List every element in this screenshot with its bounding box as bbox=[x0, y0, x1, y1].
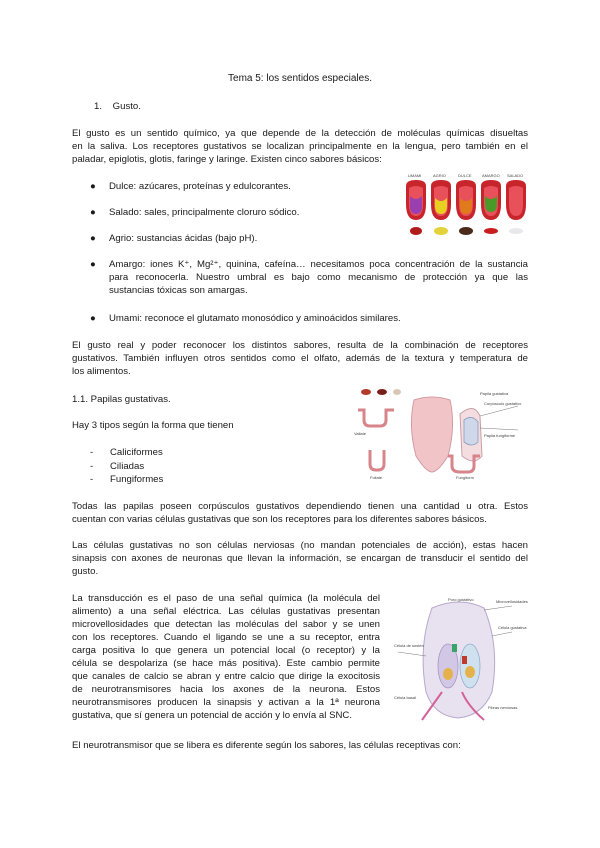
text-line: los alimentos. bbox=[72, 366, 131, 377]
page-title: Tema 5: los sentidos especiales. bbox=[228, 73, 372, 84]
pointer-line bbox=[398, 652, 426, 656]
types-intro: Hay 3 tipos según la forma que tienen bbox=[72, 420, 234, 431]
section-number: 1. bbox=[94, 101, 103, 112]
paragraph-gusto-real bbox=[72, 339, 528, 378]
dash-marker: - bbox=[90, 461, 94, 472]
label-celula-sosten: Célula de sostén bbox=[394, 643, 424, 648]
text-line: gustativos. También influyen otros sentidos como el olfato, además de la textura y temperatura de bbox=[72, 353, 528, 364]
label-agrio: AGRIO bbox=[433, 173, 446, 178]
paragraph-celulas-gustativas bbox=[72, 539, 528, 578]
subsection-heading: 1.1. Papilas gustativas. bbox=[72, 394, 171, 405]
text-line: El gusto es un sentido químico, ya que depende de la detección de moléculas químicas disueltas bbox=[72, 128, 528, 139]
section-heading-gusto bbox=[94, 100, 141, 113]
text-line: microvellosidades que detectan las moléculas del sabor y se unen bbox=[72, 619, 380, 630]
text-line: Todas las papilas poseen corpúsculos gustativos dependiendo tienen una cantidad u otra. Estos bbox=[72, 501, 528, 512]
pointer-line bbox=[480, 428, 518, 430]
tongue-amargo bbox=[481, 180, 501, 220]
bullet-text: Agrio: sustancias ácidas (bajo pH). bbox=[109, 233, 258, 244]
taste-cell-figure bbox=[392, 596, 528, 724]
label-salado: SALADO bbox=[507, 173, 524, 178]
bullet-text: Dulce: azúcares, proteínas y edulcorantes. bbox=[109, 181, 291, 192]
label-dulce: DULCE bbox=[458, 173, 472, 178]
text-line: cuentan con varias células gustativas que son los receptores para los diferentes sabores básicos. bbox=[72, 514, 487, 525]
text-line: Las células gustativas no son células nerviosas (no mandan potenciales de acción), estas hacen bbox=[72, 540, 528, 551]
bullet-text: para reconocerla. Nuestro umbral es bajo como mecanismo de protección ya que las bbox=[109, 272, 528, 283]
label-celula-gustativa: Célula gustativa bbox=[498, 625, 527, 630]
label-corpusculo-gustativo: Corpúsculo gustativo bbox=[484, 401, 522, 406]
pointer-line bbox=[484, 606, 512, 610]
papilas-figure bbox=[352, 386, 522, 486]
text-line: El gusto real y poder reconocer los distintos sabores, resulta de la combinación de receptores bbox=[72, 340, 528, 351]
tongue-agrio bbox=[431, 180, 451, 220]
pointer-line bbox=[492, 632, 512, 636]
list-item-text: Fungiformes bbox=[110, 474, 164, 485]
label-microvellosidades: Microvellosidades bbox=[496, 599, 528, 604]
taste-tongues-figure bbox=[404, 174, 530, 242]
taste-bud-detail-shape bbox=[464, 417, 478, 445]
receptor-channel-shape bbox=[462, 656, 467, 664]
bullet-dot: ● bbox=[90, 313, 96, 324]
text-line: en la saliva. Los receptores gustativos se localizan principalmente en la lengua, pero también en el bbox=[72, 141, 528, 152]
text-line: carga positiva lo que genera un potencial local (o receptor) y la bbox=[72, 645, 380, 656]
tongue-center-shape bbox=[411, 397, 452, 472]
bullet-text: Umami: reconoce el glutamato monosódico y aminoácidos similares. bbox=[109, 313, 401, 324]
dash-marker: - bbox=[90, 447, 94, 458]
label-papila-fungiforme: Papila fungiforme bbox=[484, 433, 516, 438]
food-row bbox=[410, 227, 523, 235]
nucleus-shape bbox=[443, 668, 453, 680]
label-papila-gustativa: Papila gustativa bbox=[480, 391, 509, 396]
paragraph-corpusculos bbox=[72, 500, 528, 526]
text-line: con los receptores. Cuando el ligando se une a su receptor, entra bbox=[72, 632, 380, 643]
label-celula-basal: Célula basal bbox=[394, 695, 417, 700]
bullet-text: Salado: sales, principalmente cloruro sódico. bbox=[109, 207, 300, 218]
text-line: neurotransmisores producen la sinapsis y activan a la 1ª neurona bbox=[72, 697, 380, 708]
tongue-umami bbox=[406, 180, 426, 220]
label-foliate: Foliate bbox=[370, 475, 383, 480]
section-label: Gusto. bbox=[112, 101, 141, 112]
receptor-channel-shape bbox=[452, 644, 457, 652]
text-line: La transducción es el paso de una señal química (la molécula del bbox=[72, 593, 380, 604]
paragraph-transduccion bbox=[72, 592, 380, 722]
list-item-text: Caliciformes bbox=[110, 447, 163, 458]
nucleus-shape bbox=[465, 666, 475, 678]
label-umami: UMAMI bbox=[408, 173, 422, 178]
vallate-papilla-shape bbox=[358, 410, 394, 426]
paragraph-neurotransmisor: El neurotransmisor que se libera es diferente según los sabores, las células receptivas con: bbox=[72, 740, 461, 751]
text-line: que canales de calcio se abran y entre calcio que dirige la exocitosis bbox=[72, 671, 380, 682]
food-samples bbox=[361, 389, 401, 395]
label-vallate: Vallate bbox=[354, 431, 366, 436]
foliate-papilla-shape bbox=[370, 450, 384, 470]
text-line: célula se despolariza (se hace más positiva). Este cambio permite bbox=[72, 658, 380, 669]
bullet-dot: ● bbox=[90, 207, 96, 218]
pointer-line bbox=[480, 406, 518, 416]
text-line: gusto. bbox=[72, 566, 99, 577]
text-line: sinapsis con axones de neuronas que llevan la información, se encargan de transducir el sentido del bbox=[72, 553, 528, 564]
bullet-text: Amargo: iones K⁺, Mg²⁺, quinina, cafeína… necesitamos poca concentración de la sustancia bbox=[109, 259, 528, 270]
bullet-dot: ● bbox=[90, 233, 96, 244]
bullet-text: sustancias tóxicas son amargas. bbox=[109, 285, 248, 296]
intro-paragraph bbox=[72, 127, 528, 166]
bullet-dot: ● bbox=[90, 181, 96, 192]
label-fungiform: Fungiform bbox=[456, 475, 475, 480]
dash-marker: - bbox=[90, 474, 94, 485]
text-line: alimento) a una señal eléctrica. Las células gustativas presentan bbox=[72, 606, 380, 617]
fungiform-papilla-shape bbox=[448, 456, 480, 472]
tongues-illustration bbox=[404, 174, 530, 242]
bullet-dot: ● bbox=[90, 259, 96, 270]
label-poro-gustativo: Poro gustativo bbox=[448, 597, 474, 602]
label-fibras-nerviosas: Fibras nerviosas bbox=[488, 705, 518, 710]
label-amargo: AMARGO bbox=[482, 173, 500, 178]
taste-bud-outline bbox=[423, 602, 495, 718]
text-line: de neurotransmisores hacia los axones de la neurona. Estos bbox=[72, 684, 380, 695]
text-line: gustativa, que sí genera un potencial de acción y lo envía al SNC. bbox=[72, 710, 352, 721]
tongue-dulce bbox=[456, 180, 476, 220]
list-item-text: Ciliadas bbox=[110, 461, 145, 472]
text-line: paladar, epiglotis, glotis, faringe y laringe. Existen cinco sabores básicos: bbox=[72, 154, 382, 165]
tongue-salado bbox=[506, 180, 526, 220]
